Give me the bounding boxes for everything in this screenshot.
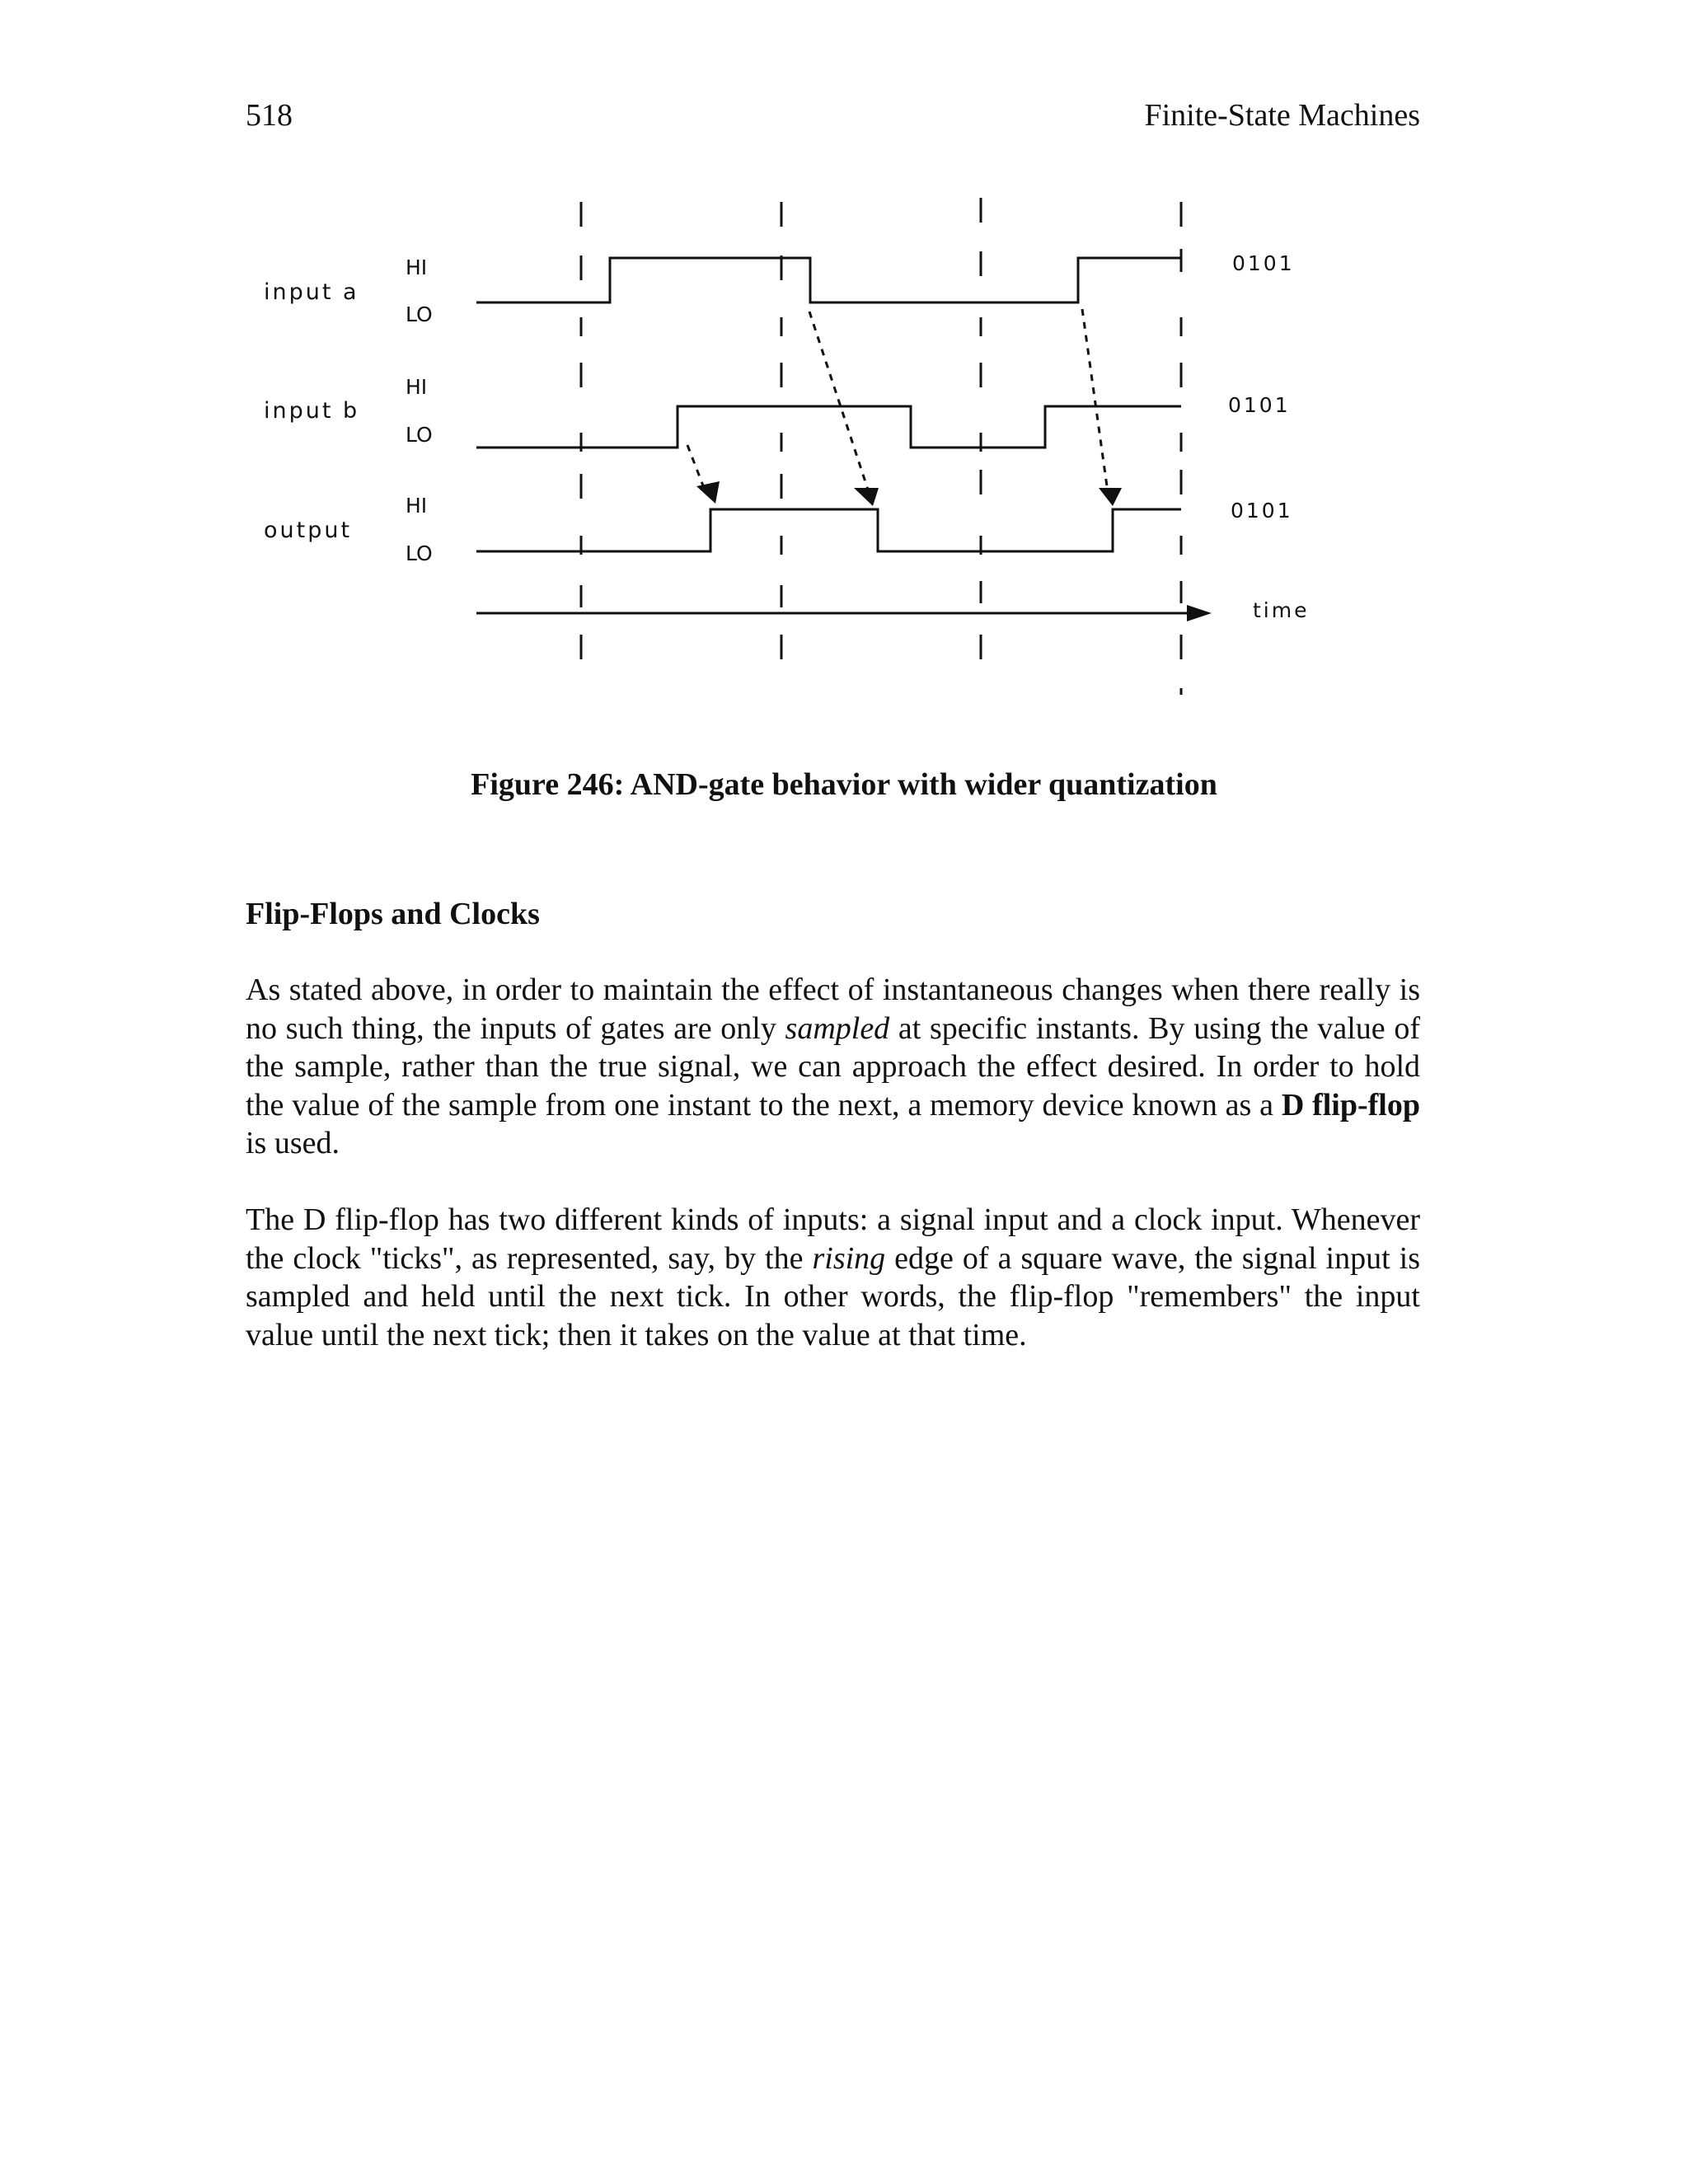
para2-emphasis-rising: rising <box>812 1240 886 1276</box>
readout-input-b: 0101 <box>1228 393 1291 417</box>
para1-text-3: is used. <box>246 1126 340 1160</box>
running-head: Finite-State Machines <box>1144 98 1420 133</box>
arrowhead-1 <box>696 481 720 504</box>
para1-text-2: at specific instants. By using the value of the sample, rather than the true signal, we can approach the effect desired. In order to hold the value of the sample from one instant to the next, a memory device known as a <box>246 1010 1420 1122</box>
lo-label-b: LO <box>406 423 433 447</box>
readout-output: 0101 <box>1231 499 1293 523</box>
para2-text-1: The D flip-flop has two different kinds of inputs: a signal input and a clock input. Whenever the clock "ticks", as represented, say, by the <box>246 1202 1420 1276</box>
hi-label-a: HI <box>406 255 428 279</box>
para1-text-1: As stated above, in order to maintain the effect of instantaneous changes when there really is no such thing, the inputs of gates are only <box>246 972 1420 1046</box>
para1-emphasis-sampled: sampled <box>785 1010 890 1046</box>
dashed-arrow-3 <box>1082 309 1108 492</box>
dashed-arrow-2 <box>809 312 869 492</box>
para1-term-d-flip-flop: D flip-flop <box>1281 1087 1420 1122</box>
time-axis-arrowhead <box>1187 605 1212 621</box>
timing-diagram <box>0 0 1688 742</box>
arrowhead-3 <box>1099 488 1122 506</box>
causality-arrows <box>687 309 1108 492</box>
label-output: output <box>264 518 353 543</box>
section-heading: Flip-Flops and Clocks <box>246 897 540 931</box>
time-label: time <box>1253 598 1310 622</box>
figure-caption: Figure 246: AND-gate behavior with wider quantization <box>471 767 1217 802</box>
arrowheads <box>696 481 1122 506</box>
paragraph-1 <box>246 971 1420 1163</box>
lo-label-output: LO <box>406 541 433 565</box>
hi-label-b: HI <box>406 375 428 399</box>
hi-label-output: HI <box>406 494 428 518</box>
para2-text-2: edge of a square wave, the signal input is sampled and held until the next tick. In other words, the flip-flop "remembers" the input value until the next tick; then it takes on the value at that time. <box>246 1240 1421 1352</box>
arrowhead-2 <box>854 488 879 506</box>
paragraph-2 <box>246 1201 1420 1354</box>
label-input-b: input b <box>264 398 360 424</box>
readout-input-a: 0101 <box>1232 251 1295 275</box>
page-number: 518 <box>246 98 293 133</box>
lo-label-a: LO <box>406 302 433 326</box>
label-input-a: input a <box>264 279 359 305</box>
